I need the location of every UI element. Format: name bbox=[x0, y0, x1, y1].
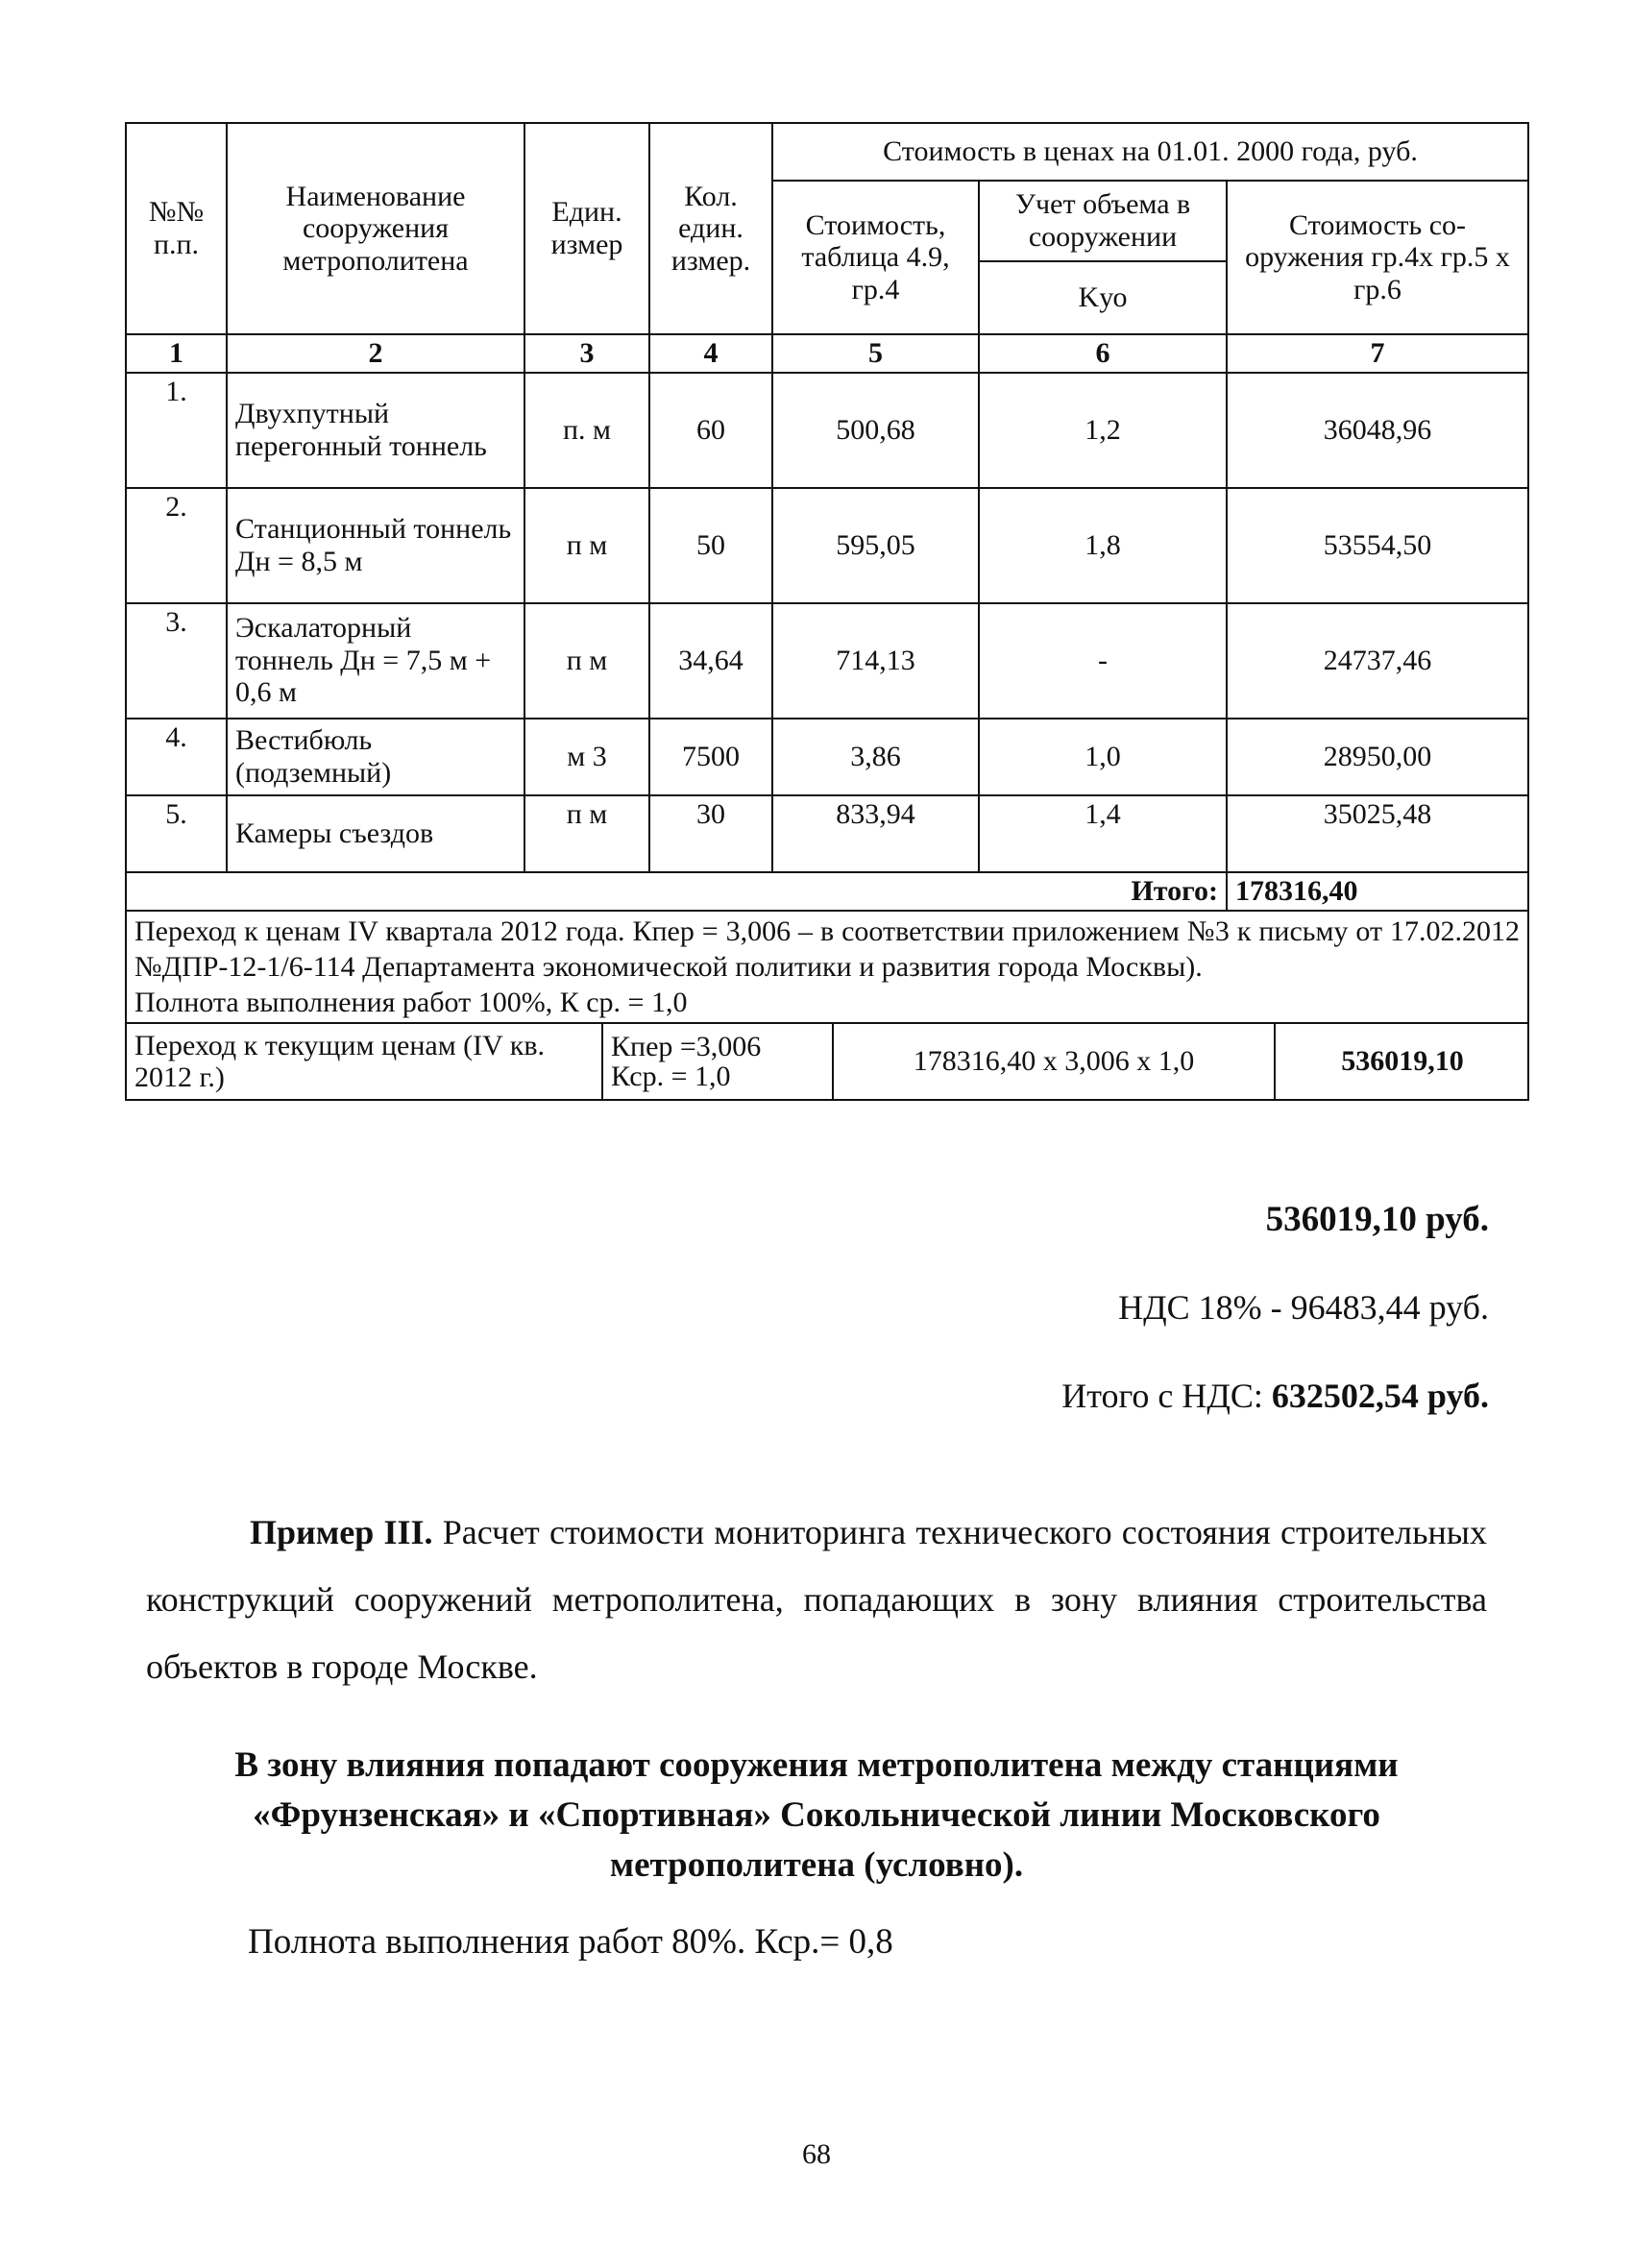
header-k: Kуо bbox=[979, 261, 1227, 334]
row-qty: 50 bbox=[649, 488, 772, 603]
row-k: 1,2 bbox=[979, 373, 1227, 488]
note-cell bbox=[126, 911, 1528, 1024]
completion-line: Полнота выполнения работ 80%. Кср.= 0,8 bbox=[248, 1922, 893, 1962]
transition-table bbox=[127, 1024, 1529, 1099]
kper: Кпер =3,006 bbox=[611, 1030, 762, 1062]
row-qty: 34,64 bbox=[649, 603, 772, 719]
row-name: Двухпутный перегонный тоннель bbox=[227, 373, 524, 488]
row-k: - bbox=[979, 603, 1227, 719]
cost-table bbox=[125, 122, 1529, 1101]
colnum: 4 bbox=[649, 334, 772, 373]
summary-total-value: 632502,54 руб. bbox=[1271, 1377, 1489, 1415]
header-cost-group: Стоимость в ценах на 01.01. 2000 года, руб. bbox=[772, 123, 1528, 181]
row-k: 1,0 bbox=[979, 719, 1227, 795]
note-row bbox=[126, 911, 1528, 1024]
row-qty: 60 bbox=[649, 373, 772, 488]
header-volume: Учет объема в сооружении bbox=[979, 181, 1227, 261]
row-price: 500,68 bbox=[772, 373, 979, 488]
colnum: 6 bbox=[979, 334, 1227, 373]
summary-vat: НДС 18% - 96483,44 руб. bbox=[1118, 1288, 1489, 1327]
row-name: Вестибюль (подземный) bbox=[227, 719, 524, 795]
row-num: 5. bbox=[126, 795, 227, 872]
row-price: 714,13 bbox=[772, 603, 979, 719]
row-name: Камеры съездов bbox=[227, 795, 524, 872]
table-row bbox=[126, 488, 1528, 603]
row-total: 36048,96 bbox=[1227, 373, 1528, 488]
row-k: 1,8 bbox=[979, 488, 1227, 603]
colnum: 2 bbox=[227, 334, 524, 373]
example-text: Расчет стоимости мониторинга технического состояния строительных конструкций сооружений метрополитена, попадающих в зону влияния строительства объектов в городе Москве. bbox=[146, 1513, 1487, 1686]
table-row bbox=[126, 795, 1528, 872]
transition-label: Переход к текущим ценам (IV кв. 2012 г.) bbox=[127, 1024, 602, 1099]
total-label: Итого: bbox=[126, 872, 1227, 911]
row-price: 833,94 bbox=[772, 795, 979, 872]
row-price: 595,05 bbox=[772, 488, 979, 603]
example-paragraph bbox=[146, 1499, 1487, 1700]
table-row bbox=[126, 373, 1528, 488]
header-num: №№ п.п. bbox=[126, 123, 227, 334]
colnum: 7 bbox=[1227, 334, 1528, 373]
total-value: 178316,40 bbox=[1227, 872, 1528, 911]
formula: 178316,40 х 3,006 х 1,0 bbox=[833, 1024, 1275, 1099]
ksr: Кср. = 1,0 bbox=[611, 1061, 731, 1093]
row-num: 4. bbox=[126, 719, 227, 795]
row-name: Эскалаторный тоннель Дн = 7,5 м + 0,6 м bbox=[227, 603, 524, 719]
colnum: 3 bbox=[524, 334, 649, 373]
colnum: 5 bbox=[772, 334, 979, 373]
row-unit: п м bbox=[524, 488, 649, 603]
header-cost-table: Стоимость, таблица 4.9, гр.4 bbox=[772, 181, 979, 334]
table-row bbox=[126, 719, 1528, 795]
coef-cell bbox=[602, 1024, 833, 1099]
result: 536019,10 bbox=[1275, 1024, 1529, 1099]
row-qty: 30 bbox=[649, 795, 772, 872]
row-unit: п м bbox=[524, 603, 649, 719]
page-number: 68 bbox=[802, 2138, 831, 2170]
note-text: Переход к ценам IV квартала 2012 года. Кпер = 3,006 – в соответствии приложением №3 к письму от 17.02.2012 №ДПР-12-1/6-114 Департамента экономической политики и развития города Москвы). bbox=[134, 915, 1521, 983]
example-label: Пример III. bbox=[250, 1513, 433, 1551]
total-row bbox=[126, 872, 1528, 911]
table-header-row bbox=[126, 123, 1528, 181]
row-total: 24737,46 bbox=[1227, 603, 1528, 719]
row-num: 3. bbox=[126, 603, 227, 719]
section-heading: В зону влияния попадают сооружения метрополитена между станциями «Фрунзенская» и «Спортивная» Сокольнической линии Московского метрополитена (условно). bbox=[234, 1745, 1399, 1885]
row-unit: п м bbox=[524, 795, 649, 872]
summary-total-prefix: Итого с НДС: bbox=[1061, 1377, 1272, 1415]
cost-table-wrapper bbox=[125, 122, 1527, 1101]
row-total: 35025,48 bbox=[1227, 795, 1528, 872]
row-num: 2. bbox=[126, 488, 227, 603]
summary-amount: 536019,10 руб. bbox=[1265, 1200, 1489, 1239]
transition-row bbox=[126, 1023, 1528, 1100]
row-price: 3,86 bbox=[772, 719, 979, 795]
header-qty: Кол. един. измер. bbox=[649, 123, 772, 334]
header-name: Наименование сооружения метрополитена bbox=[227, 123, 524, 334]
row-name: Станционный тоннель Дн = 8,5 м bbox=[227, 488, 524, 603]
row-total: 28950,00 bbox=[1227, 719, 1528, 795]
row-unit: п. м bbox=[524, 373, 649, 488]
column-number-row bbox=[126, 334, 1528, 373]
row-qty: 7500 bbox=[649, 719, 772, 795]
row-unit: м 3 bbox=[524, 719, 649, 795]
summary-total bbox=[1061, 1376, 1489, 1416]
row-k: 1,4 bbox=[979, 795, 1227, 872]
table-row bbox=[126, 603, 1528, 719]
header-cost-total: Стоимость со-оружения гр.4х гр.5 х гр.6 bbox=[1227, 181, 1528, 334]
note-completion: Полнота выполнения работ 100%, К ср. = 1,0 bbox=[134, 986, 688, 1018]
row-total: 53554,50 bbox=[1227, 488, 1528, 603]
row-num: 1. bbox=[126, 373, 227, 488]
transition-cell bbox=[126, 1023, 1528, 1100]
colnum: 1 bbox=[126, 334, 227, 373]
header-unit: Един. измер bbox=[524, 123, 649, 334]
